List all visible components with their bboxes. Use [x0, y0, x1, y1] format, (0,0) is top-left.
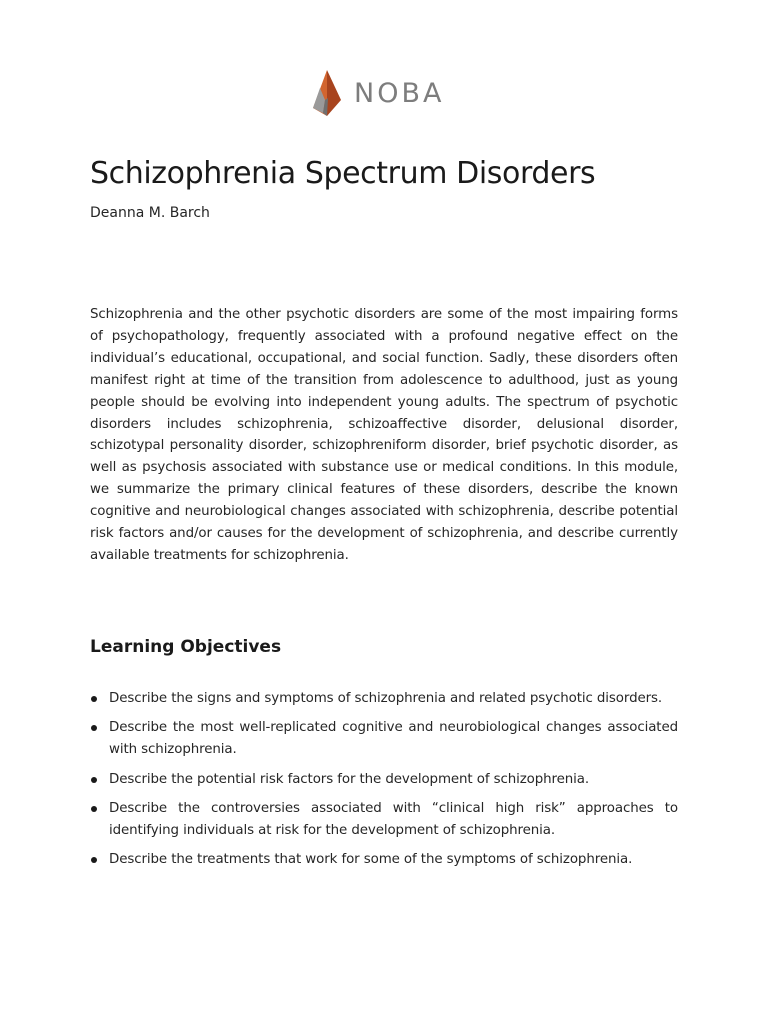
bullet-icon — [91, 777, 97, 783]
author-name: Deanna M. Barch — [90, 205, 210, 221]
abstract-paragraph: Schizophrenia and the other psychotic disorders are some of the most impairing forms of psychopathology, frequently associated with a profound negative effect on the individual’s educational, occupational, and social function. Sadly, these disorders often manifest right at time of the transition from adolescence to adulthood, just as young people should be evolving into independent young adults. The spectrum of psychotic disorders includes schizophrenia, schizoaffective disorder, delusional disorder, schizotypal personality disorder, schizophreniform disorder, brief psychotic disorder, as well as psychosis associated with substance use or medical conditions. In this module, we summarize the primary clinical features of these disorders, describe the known cognitive and neurobiological changes associated with schizophrenia, describe potential risk factors and/or causes for the development of schizophrenia, and describe currently available treatments for schizophrenia. — [90, 307, 678, 563]
noba-logo-icon — [312, 70, 342, 116]
objective-text: Describe the potential risk factors for the development of schizophrenia. — [109, 771, 590, 787]
list-item — [90, 688, 678, 710]
bullet-icon — [91, 696, 97, 702]
objective-text: Describe the signs and symptoms of schizophrenia and related psychotic disorders. — [109, 691, 663, 706]
bullet-icon — [91, 725, 97, 731]
list-item — [90, 717, 678, 761]
document-title: Schizophrenia Spectrum Disorders — [90, 156, 596, 191]
logo-wordmark: NOBA — [354, 77, 445, 109]
list-item — [90, 798, 678, 842]
objective-text: Describe the most well-replicated cognitive and neurobiological changes associated with schizophrenia. — [109, 720, 678, 758]
learning-objectives-heading: Learning Objectives — [90, 637, 282, 657]
list-item — [90, 769, 678, 791]
bullet-icon — [91, 806, 97, 812]
noba-logo — [312, 70, 444, 116]
objective-text: Describe the controversies associated with “clinical high risk” approaches to identifying individuals at risk for the development of schizophrenia. — [109, 801, 678, 839]
list-item — [90, 849, 678, 871]
learning-objectives-list — [90, 688, 678, 879]
bullet-icon — [91, 857, 97, 863]
objective-text: Describe the treatments that work for some of the symptoms of schizophrenia. — [109, 852, 633, 868]
